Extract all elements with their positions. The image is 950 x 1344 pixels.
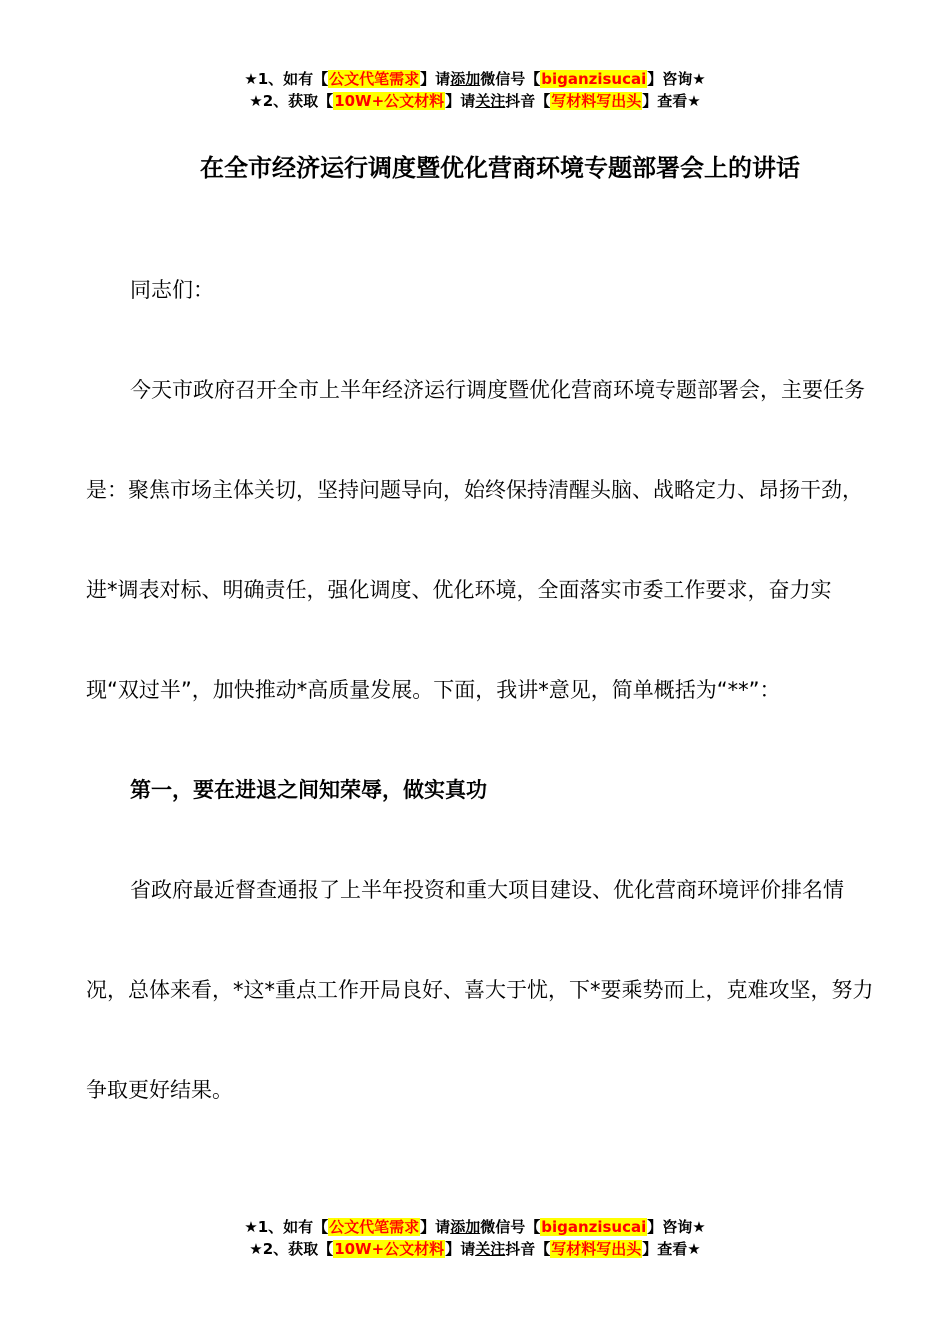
promo-highlight: 公文代笔需求: [329, 70, 420, 88]
document-body: [86, 240, 876, 1140]
top-promo-banner: [0, 68, 950, 112]
promo-underlined: 关注: [475, 1240, 506, 1258]
promo-highlight: 10W+公文材料: [334, 1240, 445, 1258]
promo-text: ★1、如有【: [244, 1218, 329, 1236]
promo-text: 】咨询★: [647, 70, 706, 88]
body-paragraph: 今天市政府召开全市上半年经济运行调度暨优化营商环境专题部署会，主要任务是：聚焦市场主体关切，坚持问题导向，始终保持清醒头脑、战略定力、昂扬干劲，进*调表对标、明确责任，强化调度、优化环境，全面落实市委工作要求，奋力实现“双过半”，加快推动*高质量发展。下面，我讲*意见，简单概括为“**”：: [86, 378, 865, 702]
promo-line-1: [0, 1216, 950, 1238]
promo-text: 】请: [445, 92, 476, 110]
promo-text: 】查看★: [642, 1240, 701, 1258]
promo-line-2: [0, 1238, 950, 1260]
promo-text: 抖音【: [505, 92, 551, 110]
promo-text: 】请: [420, 1218, 451, 1236]
promo-underlined: 关注: [475, 92, 506, 110]
promo-text: 】请: [420, 70, 451, 88]
bottom-promo-banner: [0, 1216, 950, 1260]
promo-text: ★2、获取【: [249, 1240, 334, 1258]
promo-text: 微信号【: [480, 1218, 541, 1236]
promo-highlight: 公文代笔需求: [329, 1218, 420, 1236]
promo-text: 】咨询★: [647, 1218, 706, 1236]
promo-highlight: biganzisucai: [541, 70, 647, 88]
promo-underlined: 添加: [450, 1218, 481, 1236]
promo-text: 抖音【: [505, 1240, 551, 1258]
section-heading: 第一，要在进退之间知荣辱，做实真功: [130, 778, 487, 802]
promo-text: ★1、如有【: [244, 70, 329, 88]
document-title: 在全市经济运行调度暨优化营商环境专题部署会上的讲话: [200, 154, 800, 182]
promo-text: 微信号【: [480, 70, 541, 88]
promo-text: 】请: [445, 1240, 476, 1258]
promo-line-2: [0, 90, 950, 112]
body-paragraph: 省政府最近督查通报了上半年投资和重大项目建设、优化营商环境评价排名情况，总体来看，*这*重点工作开局良好、喜大于忧，下*要乘势而上，克难攻坚，努力争取更好结果。: [86, 878, 874, 1102]
promo-underlined: 添加: [450, 70, 481, 88]
promo-highlight: 写材料写出头: [551, 1240, 642, 1258]
salutation: 同志们：: [130, 278, 214, 302]
promo-highlight: 写材料写出头: [551, 92, 642, 110]
promo-line-1: [0, 68, 950, 90]
promo-highlight: biganzisucai: [541, 1218, 647, 1236]
promo-text: ★2、获取【: [249, 92, 334, 110]
promo-text: 】查看★: [642, 92, 701, 110]
promo-highlight: 10W+公文材料: [334, 92, 445, 110]
